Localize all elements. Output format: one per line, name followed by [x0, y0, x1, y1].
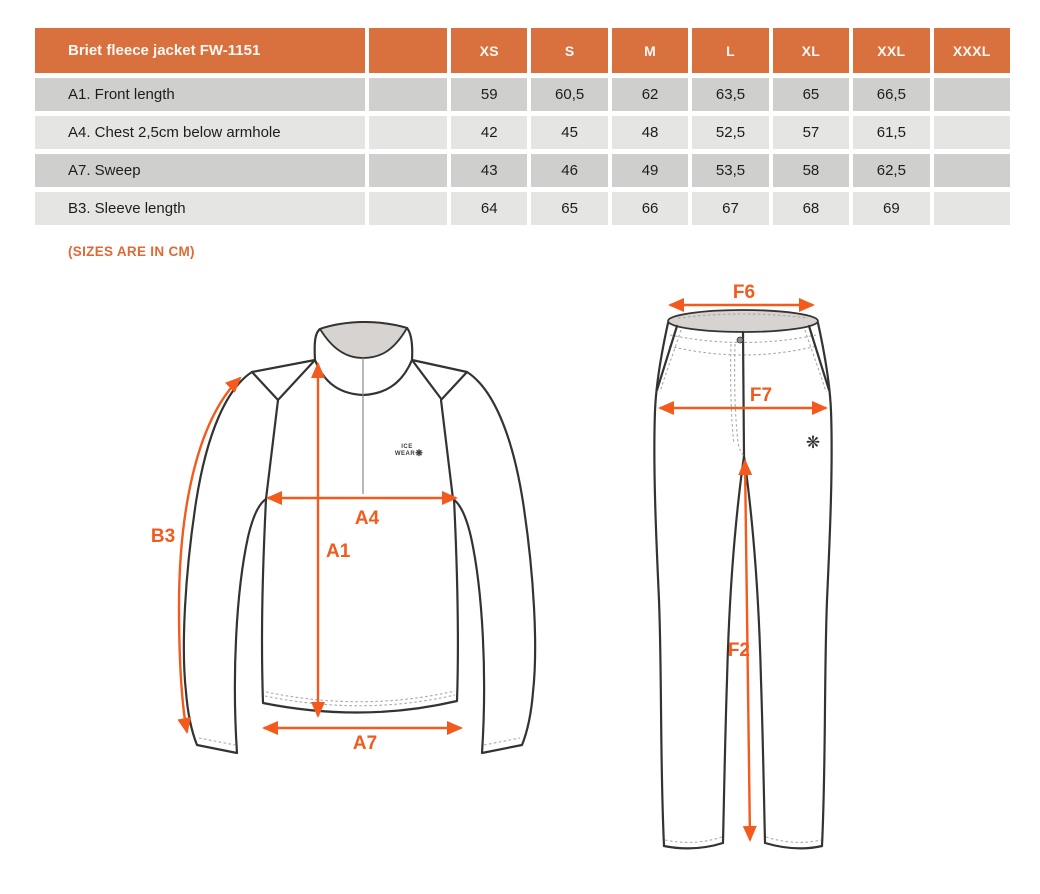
spacer-header-cell [369, 28, 447, 73]
size-value: 48 [612, 116, 688, 149]
size-value: 58 [773, 154, 849, 187]
pants-front-seam [743, 332, 744, 456]
size-value: 57 [773, 116, 849, 149]
size-value: 63,5 [692, 78, 768, 111]
size-value: 61,5 [853, 116, 929, 149]
size-value: 42 [451, 116, 527, 149]
size-value [934, 116, 1010, 149]
jacket-a7-label: A7 [352, 733, 378, 754]
size-value: 59 [451, 78, 527, 111]
pants-waistband [668, 310, 818, 332]
spacer-cell [369, 192, 447, 225]
size-value: 66 [612, 192, 688, 225]
size-value: 49 [612, 154, 688, 187]
size-header-l: L [692, 28, 768, 73]
size-header-xxxl: XXXL [934, 28, 1010, 73]
size-header-xxl: XXL [853, 28, 929, 73]
size-value: 53,5 [692, 154, 768, 187]
size-header-s: S [531, 28, 607, 73]
size-value: 65 [531, 192, 607, 225]
row-label: B3. Sleeve length [35, 192, 365, 225]
jacket-diagram [135, 292, 545, 762]
size-header-m: M [612, 28, 688, 73]
jacket-a1-label: A1 [326, 541, 351, 562]
size-value [934, 192, 1010, 225]
spacer-cell [369, 154, 447, 187]
size-value: 66,5 [853, 78, 929, 111]
row-label: A1. Front length [35, 78, 365, 111]
size-value: 64 [451, 192, 527, 225]
size-value: 68 [773, 192, 849, 225]
size-value [934, 78, 1010, 111]
jacket-a4-label: A4 [354, 508, 380, 529]
jacket-b3-label: B3 [150, 526, 176, 547]
spacer-cell [369, 116, 447, 149]
spacer-cell [369, 78, 447, 111]
jacket-body [262, 360, 458, 713]
size-table [35, 28, 1010, 225]
pants-snowflake-logo-icon: ❋ [805, 433, 821, 452]
size-header-xl: XL [773, 28, 849, 73]
size-value: 45 [531, 116, 607, 149]
size-value: 43 [451, 154, 527, 187]
size-value: 62 [612, 78, 688, 111]
pants-f6-label: F6 [732, 282, 756, 303]
size-header-xs: XS [451, 28, 527, 73]
brand-logo-line1: ICE [401, 444, 413, 450]
pants-f7-label: F7 [749, 385, 773, 406]
size-value: 62,5 [853, 154, 929, 187]
row-label: A4. Chest 2,5cm below armhole [35, 116, 365, 149]
size-value: 67 [692, 192, 768, 225]
size-value [934, 154, 1010, 187]
size-value: 60,5 [531, 78, 607, 111]
units-note: (SIZES ARE IN CM) [68, 244, 195, 259]
size-value: 46 [531, 154, 607, 187]
brand-logo-snowflake-icon: ❋ [415, 448, 423, 458]
pants-diagram [648, 280, 848, 880]
size-value: 65 [773, 78, 849, 111]
pants-f2-label: F2 [727, 640, 750, 661]
table-title: Briet fleece jacket FW-1151 [35, 28, 365, 73]
size-value: 52,5 [692, 116, 768, 149]
row-label: A7. Sweep [35, 154, 365, 187]
size-value: 69 [853, 192, 929, 225]
pants-button [737, 337, 743, 343]
brand-logo-line2: WEAR [394, 451, 416, 457]
